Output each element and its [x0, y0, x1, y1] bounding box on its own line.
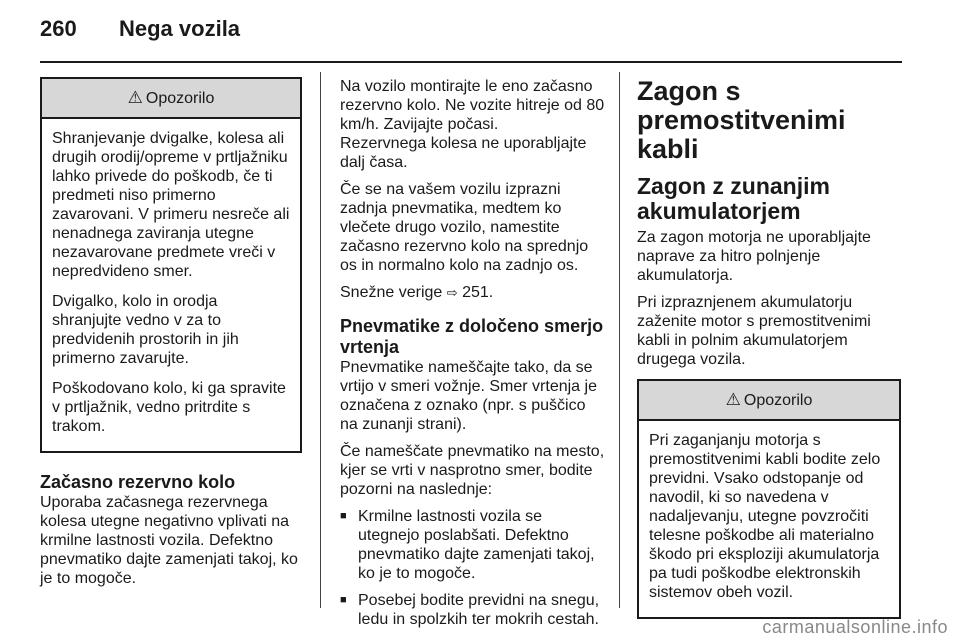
crossref-paragraph: [340, 283, 605, 302]
column-1: [40, 77, 302, 596]
warning-header: [42, 79, 300, 119]
warning-body: [639, 421, 899, 617]
warning-paragraph: Pri zaganjanju motorja s premostitvenimi kabli bodite zelo previdni. Vsako odstopanje od navodil, ki so navedena v nadaljevanju, utegne povzročiti telesne poškodbe ali materialno škodo pri eksploziji akumulatorja pa tudi poškodbe elektronskih sistemov obeh vozil.: [649, 432, 881, 601]
warning-title: Opozorilo: [743, 392, 813, 409]
warning-paragraph: Poškodovano kolo, ki ga spravite v prtljažnik, vedno pritrdite s trakom.: [52, 380, 286, 435]
page-title: Nega vozila: [119, 16, 241, 41]
paragraph: Rezervnega kolesa ne uporabljajte dalj časa.: [340, 135, 587, 171]
paragraph: Če nameščate pnevmatiko na mesto, kjer se vrti v nasprotno smer, bodite pozorni na naslednje:: [340, 443, 605, 498]
paragraph: Pri izpraznjenem akumulatorju zaženite motor s premostitvenimi kabli in polnim akumulatorjem drugega vozila.: [637, 294, 871, 368]
subsection-heading: Zagon z zunanjim akumulatorjem: [637, 173, 830, 224]
section-text: Uporaba začasnega rezervnega kolesa utegne negativno vplivati na krmilne lastnosti vozila. Defektno pnevmatiko dajte zamenjati takoj, ko je to mogoče.: [40, 494, 298, 587]
bullet-list: [340, 507, 605, 629]
list-item-text: Posebej bodite previdni na snegu, ledu in spolzkih ter mokrih cestah.: [358, 592, 600, 628]
header-rule: [40, 61, 902, 63]
column-2: [340, 77, 605, 637]
list-item: [340, 507, 605, 583]
warning-paragraph: Shranjevanje dvigalke, kolesa ali drugih orodij/opreme v prtljažniku lahko privede do poškodb, če ti predmeti niso primerno zavarovani. V primeru nesreče ali nenadnega zaviranja utegne nezavarovane predmete vreči v nepredvideno smer.: [52, 130, 290, 280]
page-number: 260: [40, 16, 77, 41]
column-divider: [619, 72, 620, 608]
paragraph: Pnevmatike nameščajte tako, da se vrtijo v smeri vožnje. Smer vrtenja je označena z oznako (npr. s puščico na zunanji strani).: [340, 359, 597, 433]
warning-title: Opozorilo: [145, 90, 215, 107]
square-bullet-icon: ■: [340, 594, 347, 606]
paragraph: Če se na vašem vozilu izprazni zadnja pnevmatika, medtem ko vlečete drugo vozilo, namestite začasno rezervno kolo na sprednjo os in normalno kolo na zadnjo os.: [340, 181, 589, 274]
paragraph: Na vozilo montirajte le eno začasno rezervno kolo. Ne vozite hitreje od 80 km/h. Zavijajte počasi.: [340, 78, 605, 133]
warning-box: [40, 77, 302, 453]
chapter-heading: Zagon s premostitvenimi kabli: [637, 76, 846, 164]
section-heading: Pnevmatike z določeno smerjo vrtenja: [340, 316, 604, 357]
column-3: [637, 77, 901, 619]
watermark: carmanualsonline.info: [762, 617, 948, 637]
warning-header: [639, 381, 899, 421]
section-heading: Začasno rezervno kolo: [40, 472, 236, 492]
square-bullet-icon: ■: [340, 510, 347, 522]
warning-box: [637, 379, 901, 619]
warning-triangle-icon: ⚠: [725, 390, 741, 409]
list-item-text: Krmilne lastnosti vozila se utegnejo poslabšati. Defektno pnevmatiko dajte zamenjati takoj, ko je to mogoče.: [358, 508, 595, 582]
warning-body: [42, 119, 300, 451]
page-header: [0, 0, 960, 70]
column-divider: [320, 72, 321, 608]
warning-paragraph: Dvigalko, kolo in orodja shranjujte vedno v za to predvidenih prostorih in jih primerno zavarujte.: [52, 293, 239, 367]
crossref-text: Snežne verige: [340, 284, 443, 301]
crossref-page-link[interactable]: 251.: [462, 284, 494, 301]
list-item: [340, 591, 605, 629]
crossref-arrow-icon: ⇨: [446, 285, 458, 300]
paragraph: Za zagon motorja ne uporabljajte naprave za hitro polnjenje akumulatorja.: [637, 229, 871, 284]
warning-triangle-icon: ⚠: [127, 88, 143, 107]
